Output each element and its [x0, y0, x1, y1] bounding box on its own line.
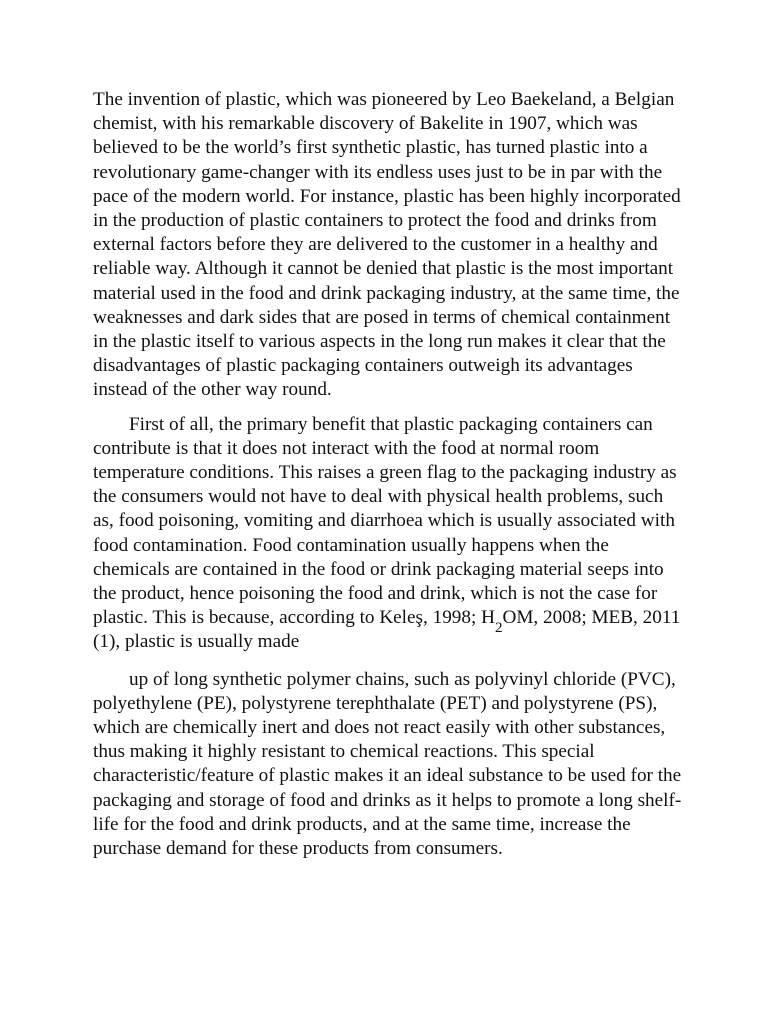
paragraph-benefits-text: First of all, the primary benefit that plastic packaging containers can contribute is that it does not interact with the food at normal room temperature conditions. This raises a green flag to the packaging industry as the consumers would not have to deal with physical health problems, such as, food poisoning, vomiting and diarrhoea which is usually associated with food contamination. Food contamination usually happens when the chemicals are contained in the food or drink packaging material seeps into the product, hence poisoning the food and drink, which is not the case for plastic. This is because, according to Keleş, 1998; H	[93, 413, 677, 629]
paragraph-introduction: The invention of plastic, which was pioneered by Leo Baekeland, a Belgian chemist, with his remarkable discovery of Bakelite in 1907, which was believed to be the world’s first synthetic plastic, has turned plastic into a revolutionary game-changer with its endless uses just to be in par with the pace of the modern world. For instance, plastic has been highly incorporated in the production of plastic containers to protect the food and drinks from external factors before they are delivered to the customer in a healthy and reliable way. Although it cannot be denied that plastic is the most important material used in the food and drink packaging industry, at the same time, the weaknesses and dark sides that are posed in terms of chemical containment in the plastic itself to various aspects in the long run makes it clear that the disadvantages of plastic packaging containers outweigh its advantages instead of the other way round.	[93, 89, 681, 401]
paragraph-benefits-text-after-subscript: OM, 2008; MEB, 2011 (1), plastic is usually made	[93, 607, 681, 653]
paragraph-benefits-continuation: up of long synthetic polymer chains, such as polyvinyl chloride (PVC), polyethylene (PE), polystyrene terephthalate (PET) and polystyrene (PS), which are chemically inert and does not react easily with other substances, thus making it highly resistant to chemical reactions. This special characteristic/feature of plastic makes it an ideal substance to be used for the packaging and storage of food and drinks as it helps to promote a long shelf-life for the food and drink products, and at the same time, increase the purchase demand for these products from consumers.	[93, 668, 682, 860]
document-body	[93, 88, 683, 861]
formula-subscript: 2	[494, 620, 503, 637]
paragraph-benefits	[93, 413, 683, 862]
